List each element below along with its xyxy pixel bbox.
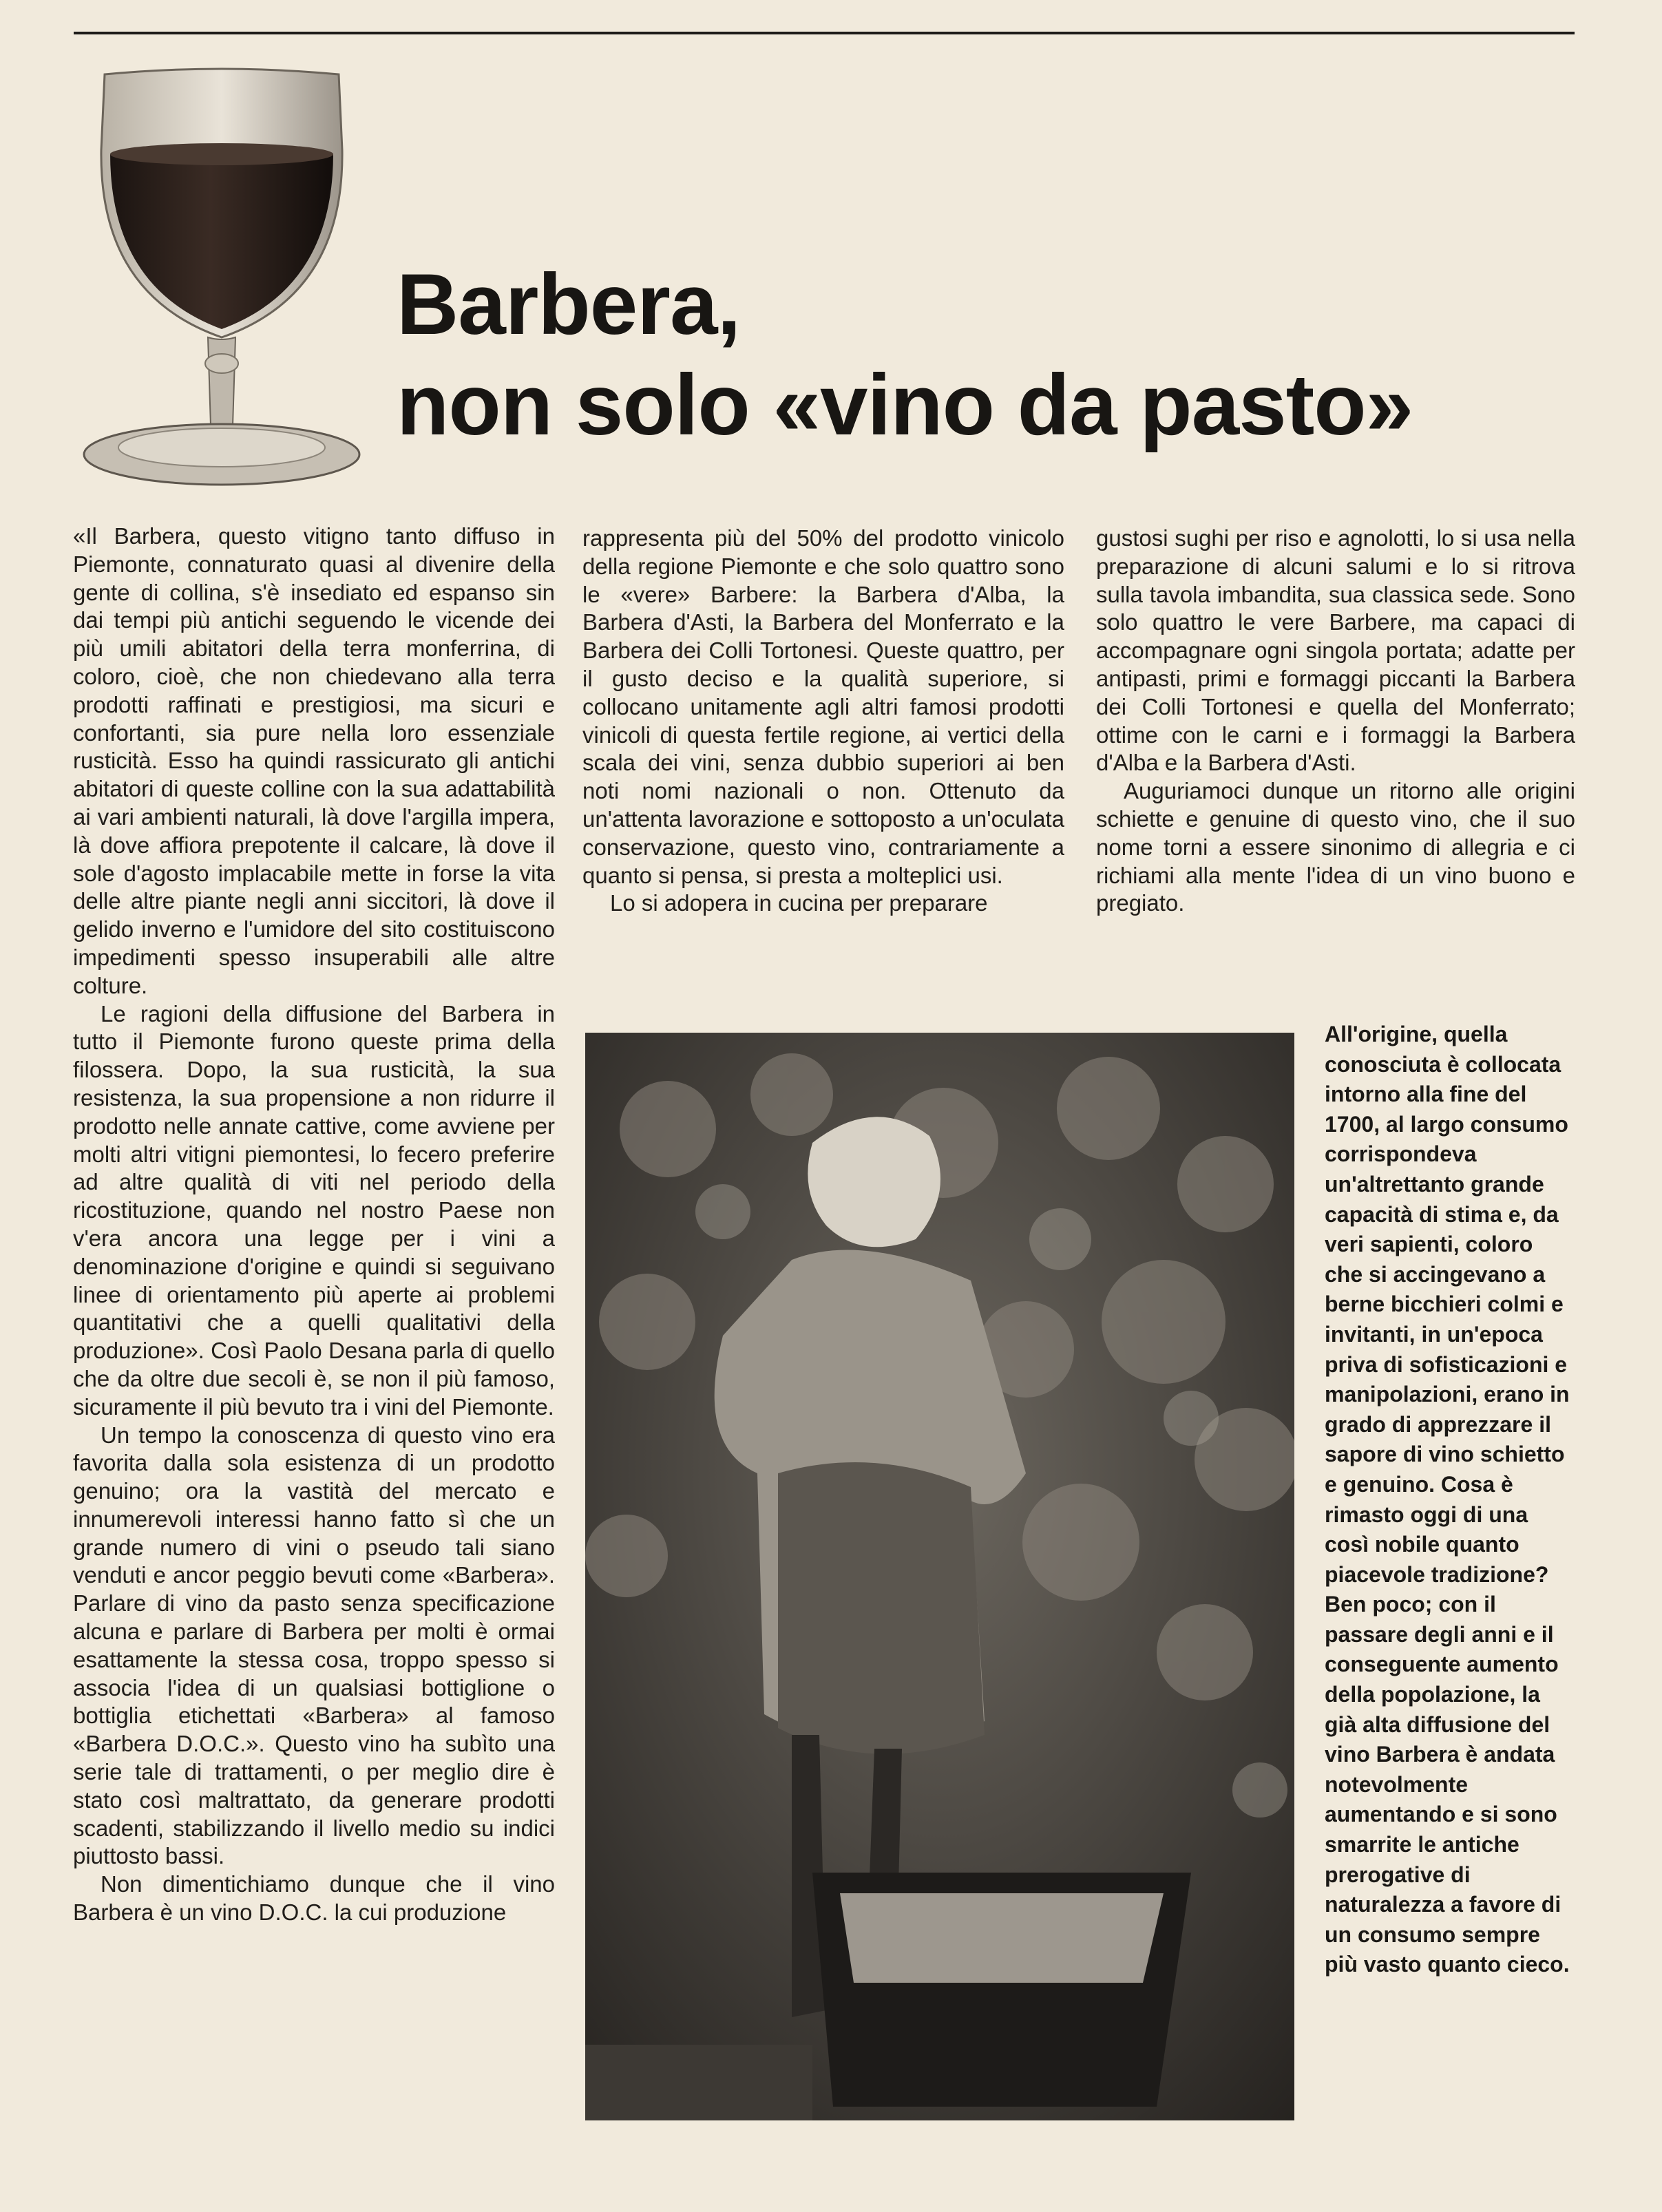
paragraph: Le ragioni della diffusione del Barbera in tutto il Piemonte furono queste prima della filossera. Dopo, la sua rusticità, la sua resistenza, la sua propensione a non ridurre il prodotto nelle annate cattive, come avviene per molti altri vitigni piemontesi, lo fecero preferire ad altre qualità di viti nel periodo della ricostituzione, quando nel nostro Paese non v'era ancora una legge per i vini a denominazione d'origine e quindi si seguivano linee di orientamento più aperte ai problemi quantitativi che a quelli qualitativi della produzione». Così Paolo Desana parla di quello che da oltre due secoli è, se non il più famoso, sicuramente il più bevuto tra i vini del Piemonte. — [73, 1000, 555, 1420]
article-column-1 — [73, 523, 555, 1927]
headline-line-2: non solo «vino da pasto» — [397, 357, 1413, 454]
top-rule — [74, 32, 1575, 34]
photo-caption: All'origine, quella conosciuta è collocata intorno alla fine del 1700, al largo consumo corrispondeva un'altrettanto grande capacità di stima e, da veri sapienti, coloro che si accingevano a berne bicchieri colmi e invitanti, in un'epoca priva di sofisticazioni e manipolazioni, erano in grado di apprezzare il sapore di vino schietto e genuino. Cosa è rimasto oggi di una così nobile quanto piacevole tradizione? Ben poco; con il passare degli anni e il conseguente aumento della popolazione, la già alta diffusione del vino Barbera è andata notevolmente aumentando e si sono smarrite le antiche prerogative di naturalezza a favore di un consumo sempre più vasto quanto cieco. — [1325, 1022, 1570, 1977]
wine-glass-image — [77, 67, 366, 508]
harvest-photo — [585, 1033, 1294, 2120]
paragraph: Un tempo la conoscenza di questo vino era favorita dalla sola esistenza di un prodotto genuino; ora la vastità del mercato e innumerevoli interessi hanno fatto sì che un grande numero di vini o pseudo tali siano venduti e ancor peggio bevuti come «Barbera». Parlare di vino da pasto senza specificazione alcuna e parlare di Barbera per molti è ormai esattamente la stessa cosa, troppo spesso si associa l'idea di un qualsiasi bottiglione o bottiglia etichettati «Barbera» al famoso «Barbera D.O.C.». Questo vino ha subìto una serie tale di trattamenti, o per meglio dire è stato così maltrattato, da generare prodotti scadenti, stabilizzando il livello medio su indici piuttosto bassi. — [73, 1422, 555, 1869]
paragraph: Lo si adopera in cucina per preparare — [610, 890, 988, 916]
article-column-3 — [1096, 525, 1575, 918]
paragraph: rappresenta più del 50% del prodotto vinicolo della regione Piemonte e che solo quattro sono le «vere» Barbere: la Barbera d'Alba, la Barbera d'Asti, la Barbera del Monferrato e la Barbera dei Colli Tortonesi. Queste quattro, per il gusto deciso e la qualità superiore, si collocano unitamente agli altri famosi prodotti vinicoli di questa fertile regione, ai vertici della scala dei vini, senza dubbio superiori ai ben noti nomi nazionali o non. Ottenuto da un'attenta lavorazione e sottoposto a un'oculata conservazione, questo vino, contrariamente a quanto si pensa, si presta a molteplici usi. — [582, 525, 1064, 888]
headline-line-1: Barbera, — [397, 257, 741, 352]
paragraph: Non dimentichiamo dunque che il vino Barbera è un vino D.O.C. la cui produzione — [73, 1871, 555, 1926]
paragraph: Auguriamoci dunque un ritorno alle origini schiette e genuine di questo vino, che il suo nome torni a essere sinonimo di allegria e ci richiami alla mente l'idea di un vino buono e pregiato. — [1096, 778, 1575, 916]
article-column-2 — [582, 525, 1064, 918]
paragraph: gustosi sughi per riso e agnolotti, lo si usa nella preparazione di alcuni salumi e lo si ritrova sulla tavola imbandita, sua classica sede. Sono solo quattro le vere Barbere, ma capaci di accompagnare ogni singola portata; adatte per antipasti, primi e formaggi piccanti la Barbera dei Colli Tortonesi e quella del Monferrato; ottime con le carni e i formaggi la Barbera d'Alba e la Barbera d'Asti. — [1096, 525, 1575, 776]
headline — [397, 255, 1413, 456]
paragraph: «Il Barbera, questo vitigno tanto diffuso in Piemonte, connaturato quasi al divenire della gente di collina, s'è insediato ed espanso sin dai tempi più antichi seguendo le vicende dei più umili abitatori della terra monferrina, di coloro, cioè, che non chiedevano alla terra prodotti raffinati e prestigiosi, ma sicuri e confortanti, sia pure nella loro essenziale rusticità. Esso ha quindi rassicurato gli antichi abitatori di queste colline con la sua adattabilità ai vari ambienti naturali, là dove l'argilla impera, là dove affiora prepotente il calcare, là dove il sole d'agosto implacabile mette in forse la vita delle altre piante negli anni siccitori, là dove il gelido inverno e l'umidore del sito costituiscono impedimenti spesso insuperabili alle altre colture. — [73, 523, 555, 998]
